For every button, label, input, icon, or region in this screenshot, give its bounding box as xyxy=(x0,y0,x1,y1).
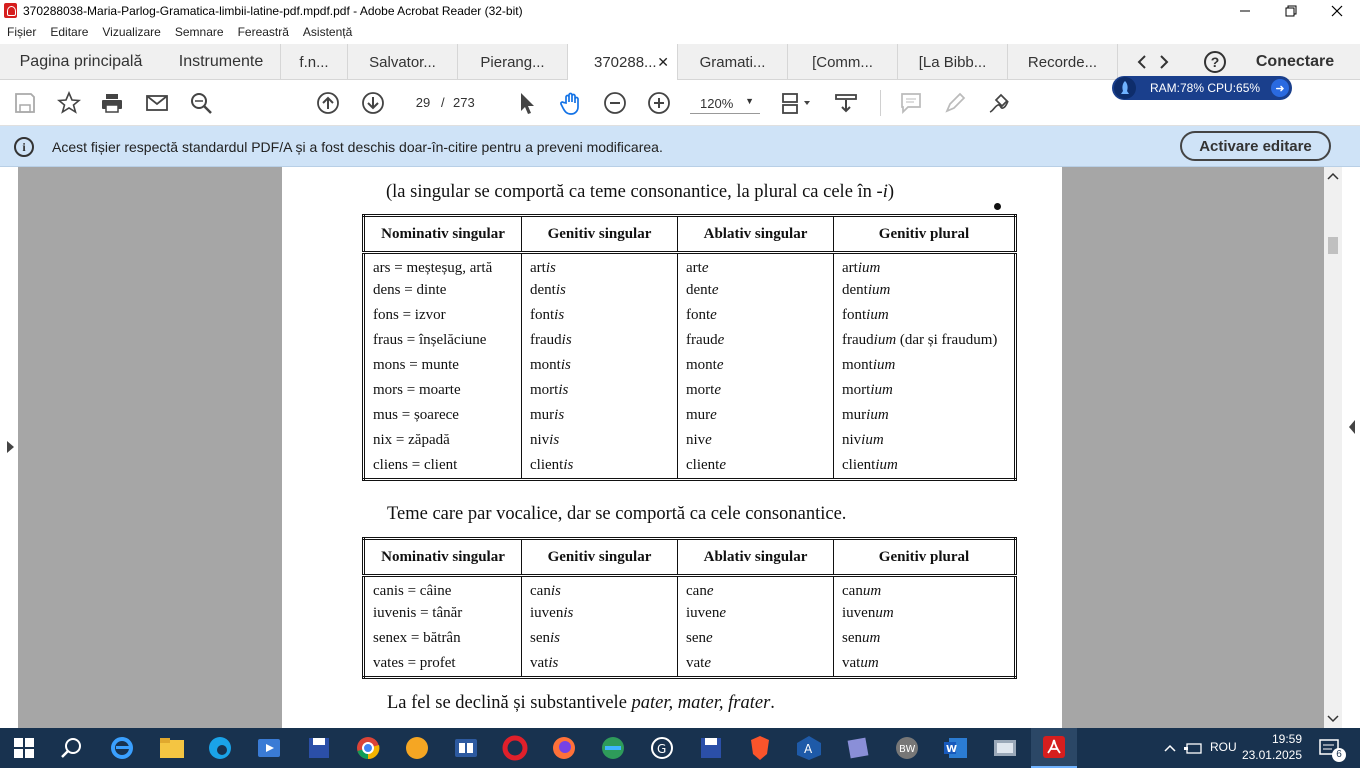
genitive-plural-cell xyxy=(834,626,1016,651)
word-text: art xyxy=(530,260,546,277)
case-ending: is xyxy=(563,456,574,473)
word-text: sen xyxy=(686,629,706,646)
genitive-singular-cell xyxy=(522,328,678,353)
word-text: cliens = client xyxy=(373,456,458,473)
menu-sign[interactable]: Semnare xyxy=(174,25,224,39)
info-banner xyxy=(0,126,1360,167)
word-text: mort xyxy=(530,381,559,398)
word-text: dent xyxy=(686,281,712,298)
tab-bar xyxy=(0,44,1360,80)
select-cursor-icon[interactable] xyxy=(514,90,540,116)
word-text: font xyxy=(530,306,555,323)
nominative-cell xyxy=(364,576,522,601)
declension-table xyxy=(362,537,1017,679)
genitive-plural-cell xyxy=(834,278,1016,303)
word-text: ars = meșteșug, artă xyxy=(373,260,493,277)
case-ending: e xyxy=(719,604,726,621)
case-ending: is xyxy=(563,604,574,621)
page-number-input[interactable] xyxy=(408,90,438,114)
header-ablative-singular: Ablativ singular xyxy=(678,539,834,576)
chevron-down-icon: ▼ xyxy=(745,96,754,106)
svg-text:G: G xyxy=(657,742,667,756)
sign-pen-icon[interactable] xyxy=(986,90,1012,116)
table-row xyxy=(364,626,1016,651)
word-text: fraud xyxy=(530,331,562,348)
case-ending: ium xyxy=(861,431,884,448)
expand-right-panel-icon[interactable] xyxy=(1346,417,1358,437)
genitive-plural-cell xyxy=(834,651,1016,678)
tabs-prev-icon[interactable] xyxy=(1130,44,1154,80)
genitive-plural-cell xyxy=(834,328,1016,353)
resource-monitor-widget[interactable] xyxy=(1112,76,1292,100)
app-icon[interactable] xyxy=(795,734,823,762)
genitive-plural-cell xyxy=(834,303,1016,328)
case-ending: is xyxy=(554,306,565,323)
word-text: mons = munte xyxy=(373,356,459,373)
ablative-singular-cell xyxy=(678,353,834,378)
zoom-out-icon[interactable] xyxy=(602,90,628,116)
case-ending: is xyxy=(549,431,560,448)
scroll-down-icon[interactable] xyxy=(1324,713,1342,725)
close-tab-icon[interactable]: ✕ xyxy=(657,54,669,70)
nominative-cell xyxy=(364,253,522,278)
header-genitive-plural: Genitiv plural xyxy=(834,216,1016,253)
app-icon[interactable] xyxy=(403,734,431,762)
clock-time[interactable]: 19:59 xyxy=(1271,732,1302,746)
table-header-row xyxy=(364,216,1016,253)
case-ending: is xyxy=(545,260,556,277)
word-text: iuven xyxy=(686,604,720,621)
case-ending: ium xyxy=(875,456,898,473)
word-text: niv xyxy=(686,431,706,448)
word-text: fraud xyxy=(686,331,718,348)
app-icon[interactable] xyxy=(305,734,333,762)
nominative-cell xyxy=(364,428,522,453)
case-ending: e xyxy=(717,331,725,348)
table-row xyxy=(364,651,1016,678)
word-text: mus = șoarece xyxy=(373,406,459,423)
word-text: nix = zăpadă xyxy=(373,431,450,448)
acrobat-app-icon xyxy=(4,3,17,18)
ablative-singular-cell xyxy=(678,403,834,428)
word-text: mort xyxy=(686,381,715,398)
word-text: dent xyxy=(530,281,556,298)
genitive-plural-cell xyxy=(834,253,1016,278)
word-text: fraud xyxy=(842,331,874,348)
tab-document[interactable]: [Comm... xyxy=(788,44,898,80)
table-row xyxy=(364,403,1016,428)
word-text: mont xyxy=(686,356,717,373)
case-ending: e xyxy=(701,260,709,277)
document-viewer[interactable] xyxy=(18,167,1324,728)
media-player-icon[interactable] xyxy=(255,734,283,762)
word-text: vates = profet xyxy=(373,654,456,671)
word-text: dens = dinte xyxy=(373,281,447,298)
genitive-singular-cell xyxy=(522,353,678,378)
nominative-cell xyxy=(364,303,522,328)
search-icon[interactable] xyxy=(188,90,214,116)
genitive-plural-cell xyxy=(834,428,1016,453)
table-header-row xyxy=(364,539,1016,576)
page-layout-icon[interactable] xyxy=(778,90,814,116)
word-text: can xyxy=(842,583,863,600)
ablative-singular-cell xyxy=(678,651,834,678)
arrow-right-icon[interactable]: ➜ xyxy=(1271,79,1289,97)
genitive-plural-cell xyxy=(834,576,1016,601)
app-icon[interactable] xyxy=(893,734,921,762)
word-text: mur xyxy=(842,406,867,423)
word-text: sen xyxy=(842,629,862,646)
case-ending: e xyxy=(714,381,722,398)
zoom-select[interactable] xyxy=(690,92,760,114)
tab-document[interactable]: Salvator... xyxy=(348,44,458,80)
header-genitive-singular: Genitiv singular xyxy=(522,216,678,253)
word-text: fraus = înșelăciune xyxy=(373,331,487,348)
tab-document[interactable]: [La Bibb... xyxy=(898,44,1008,80)
tab-document[interactable]: Pierang... xyxy=(458,44,568,80)
case-ending: e xyxy=(711,281,719,298)
case-ending: um xyxy=(875,604,894,621)
resource-monitor-text: RAM:78% CPU:65% xyxy=(1150,81,1261,95)
ablative-singular-cell xyxy=(678,601,834,626)
tab-label: 370288... xyxy=(594,54,657,71)
case-ending: e xyxy=(710,306,717,323)
restore-icon xyxy=(1285,5,1297,17)
zoom-value: 120% xyxy=(700,96,734,111)
scroll-up-icon[interactable] xyxy=(1324,170,1342,182)
ablative-singular-cell xyxy=(678,278,834,303)
page-total: 273 xyxy=(453,95,475,110)
acrobat-taskbar-icon[interactable] xyxy=(1031,728,1077,768)
case-ending: e xyxy=(706,583,714,600)
nominative-cell xyxy=(364,278,522,303)
word-text: mont xyxy=(842,356,873,373)
word-text: mort xyxy=(842,381,871,398)
word-text: art xyxy=(686,260,702,277)
nominative-cell xyxy=(364,651,522,678)
info-message: Acest fișier respectă standardul PDF/A și a fost deschis doar-în-citire pentru a preveni modificarea. xyxy=(52,139,663,155)
genitive-singular-cell xyxy=(522,378,678,403)
nominative-cell xyxy=(364,353,522,378)
genitive-singular-cell xyxy=(522,403,678,428)
genitive-singular-cell xyxy=(522,651,678,678)
title-bar xyxy=(0,0,1360,22)
scroll-mode-icon[interactable] xyxy=(833,90,859,116)
genitive-singular-cell xyxy=(522,576,678,601)
case-ending: is xyxy=(550,583,561,600)
menu-view[interactable]: Vizualizare xyxy=(102,25,161,39)
menu-window[interactable]: Fereastră xyxy=(237,25,289,39)
word-icon[interactable] xyxy=(942,734,970,762)
save-icon[interactable] xyxy=(12,90,38,116)
left-panel-rail xyxy=(0,167,18,728)
word-text: font xyxy=(686,306,711,323)
ablative-singular-cell xyxy=(678,626,834,651)
tabs-next-icon[interactable] xyxy=(1152,44,1176,80)
highlight-icon[interactable] xyxy=(942,90,968,116)
restore-button[interactable] xyxy=(1268,0,1314,22)
word-text: mur xyxy=(530,406,555,423)
case-ending: e xyxy=(704,654,711,671)
case-ending: ium xyxy=(866,406,889,423)
notification-center-icon[interactable] xyxy=(1316,734,1344,762)
nominative-cell xyxy=(364,328,522,353)
network-icon[interactable] xyxy=(1180,734,1208,762)
ablative-singular-cell xyxy=(678,303,834,328)
table-row xyxy=(364,328,1016,353)
menu-edit[interactable]: Editare xyxy=(50,25,89,39)
case-ending: e xyxy=(716,356,724,373)
app-icon[interactable] xyxy=(648,734,676,762)
nominative-cell xyxy=(364,601,522,626)
internet-explorer-icon[interactable] xyxy=(108,734,136,762)
genitive-plural-cell xyxy=(834,378,1016,403)
declension-table xyxy=(362,214,1017,481)
word-text: sen xyxy=(530,629,550,646)
tab-home[interactable]: Pagina principală xyxy=(19,53,143,70)
word-text: iuven xyxy=(530,604,564,621)
minimize-button[interactable] xyxy=(1222,0,1268,22)
case-ending: is xyxy=(554,406,565,423)
case-ending: e xyxy=(710,406,717,423)
case-ending: ium xyxy=(867,281,891,298)
case-ending: ium xyxy=(870,381,893,398)
windows-start-icon[interactable] xyxy=(10,734,38,762)
ablative-singular-cell xyxy=(678,328,834,353)
case-ending: is xyxy=(560,356,571,373)
word-text: dent xyxy=(842,281,868,298)
word-text: senex = bătrân xyxy=(373,629,461,646)
genitive-plural-cell xyxy=(834,403,1016,428)
toolbar-divider xyxy=(880,90,881,116)
ablative-singular-cell xyxy=(678,253,834,278)
hand-tool-icon[interactable] xyxy=(558,90,584,116)
word-text: vat xyxy=(686,654,705,671)
ablative-singular-cell xyxy=(678,378,834,403)
word-text: iuven xyxy=(842,604,876,621)
header-nominative: Nominativ singular xyxy=(364,539,522,576)
genitive-singular-cell xyxy=(522,278,678,303)
tab-document-active[interactable] xyxy=(568,44,678,81)
word-text: can xyxy=(530,583,551,600)
app-icon[interactable] xyxy=(991,734,1019,762)
tab-tools[interactable]: Instrumente xyxy=(178,53,264,70)
menu-bar xyxy=(0,22,1360,44)
ablative-singular-cell xyxy=(678,428,834,453)
nominative-cell xyxy=(364,453,522,480)
pdf-text-line: La fel se declină și substantivele pater, mater, frater. xyxy=(387,693,775,713)
table-row xyxy=(364,353,1016,378)
word-text: canis = câine xyxy=(373,583,452,600)
genitive-singular-cell xyxy=(522,303,678,328)
case-ending: is xyxy=(558,381,569,398)
table-row xyxy=(364,428,1016,453)
zoom-in-icon[interactable] xyxy=(646,90,672,116)
svg-text:W: W xyxy=(946,744,958,755)
word-text: vat xyxy=(530,654,549,671)
word-text: niv xyxy=(530,431,550,448)
connect-button[interactable]: Conectare xyxy=(1255,53,1335,70)
word-text: niv xyxy=(842,431,862,448)
case-ending: ium xyxy=(866,306,889,323)
nominative-cell xyxy=(364,626,522,651)
rocket-icon xyxy=(1114,77,1136,99)
case-ending: is xyxy=(561,331,572,348)
genitive-singular-cell xyxy=(522,253,678,278)
case-ending: e xyxy=(719,456,726,473)
header-ablative-singular: Ablativ singular xyxy=(678,216,834,253)
menu-file[interactable]: Fișier xyxy=(7,25,37,39)
case-ending: e xyxy=(705,431,712,448)
firefox-icon[interactable] xyxy=(550,734,578,762)
case-ending: is xyxy=(555,281,566,298)
case-ending: um xyxy=(862,629,881,646)
word-text: client xyxy=(530,456,564,473)
word-text: mur xyxy=(686,406,711,423)
close-window-button[interactable] xyxy=(1314,0,1360,22)
app-icon[interactable] xyxy=(844,734,872,762)
word-text: iuvenis = tânăr xyxy=(373,604,463,621)
next-page-icon[interactable] xyxy=(360,90,386,116)
word-text: client xyxy=(686,456,720,473)
genitive-plural-cell xyxy=(834,353,1016,378)
scrollbar-thumb[interactable] xyxy=(1328,237,1338,254)
app-icon[interactable] xyxy=(452,734,480,762)
case-ending: ium xyxy=(872,356,896,373)
nominative-cell xyxy=(364,403,522,428)
case-ending: um xyxy=(862,583,882,600)
comment-icon[interactable] xyxy=(898,90,924,116)
table-row xyxy=(364,303,1016,328)
close-icon xyxy=(1331,5,1343,17)
word-text: client xyxy=(842,456,876,473)
search-icon[interactable] xyxy=(58,734,86,762)
enable-editing-button[interactable]: Activare editare xyxy=(1180,131,1331,161)
word-text: mont xyxy=(530,356,561,373)
window-title: 370288038-Maria-Parlog-Gramatica-limbii-latine-pdf.mpdf.pdf - Adobe Acrobat Reader (32-bit) xyxy=(23,4,523,18)
genitive-plural-cell xyxy=(834,453,1016,480)
case-ending: is xyxy=(550,629,561,646)
pdf-page xyxy=(282,167,1062,728)
vertical-scrollbar[interactable] xyxy=(1324,167,1342,728)
tab-document[interactable]: Recorde... xyxy=(1008,44,1118,80)
genitive-singular-cell xyxy=(522,626,678,651)
print-icon[interactable] xyxy=(99,90,125,116)
genitive-singular-cell xyxy=(522,601,678,626)
chrome-icon[interactable] xyxy=(354,734,382,762)
tab-document[interactable]: Gramati... xyxy=(678,44,788,80)
bookmark-star-icon[interactable] xyxy=(56,90,82,116)
word-text: vat xyxy=(842,654,861,671)
file-explorer-icon[interactable] xyxy=(158,734,186,762)
genitive-plural-cell xyxy=(834,601,1016,626)
brave-icon[interactable] xyxy=(746,734,774,762)
case-ending: um xyxy=(860,654,879,671)
notification-count: 6 xyxy=(1332,748,1346,762)
ablative-singular-cell xyxy=(678,576,834,601)
header-genitive-plural: Genitiv plural xyxy=(834,539,1016,576)
info-icon: i xyxy=(14,137,34,157)
app-icon[interactable] xyxy=(697,734,725,762)
table-row xyxy=(364,278,1016,303)
pdf-text-line: (la singular se comportă ca teme consonantice, la plural ca cele în -i) xyxy=(386,182,895,202)
word-text: can xyxy=(686,583,707,600)
table-row xyxy=(364,453,1016,480)
svg-text:BW: BW xyxy=(899,744,916,755)
case-ending: ium xyxy=(857,260,881,277)
word-text: fons = izvor xyxy=(373,306,446,323)
app-icon[interactable] xyxy=(599,734,627,762)
clock-date[interactable]: 23.01.2025 xyxy=(1241,748,1302,762)
page-separator: / xyxy=(441,95,445,110)
word-text: mors = moarte xyxy=(373,381,461,398)
case-ending: e xyxy=(706,629,713,646)
word-text: font xyxy=(842,306,867,323)
ablative-singular-cell xyxy=(678,453,834,480)
opera-icon[interactable] xyxy=(501,734,529,762)
ink-dot xyxy=(994,203,1001,210)
table-row xyxy=(364,601,1016,626)
minimize-icon xyxy=(1239,5,1251,17)
case-ending: ium xyxy=(873,331,897,348)
prev-page-icon[interactable] xyxy=(315,90,341,116)
edge-icon[interactable] xyxy=(206,734,234,762)
word-text: art xyxy=(842,260,858,277)
email-icon[interactable] xyxy=(144,90,170,116)
header-nominative: Nominativ singular xyxy=(364,216,522,253)
taskbar xyxy=(0,728,1360,768)
genitive-singular-cell xyxy=(522,453,678,480)
table-row xyxy=(364,253,1016,278)
nominative-cell xyxy=(364,378,522,403)
menu-help[interactable]: Asistență xyxy=(302,25,353,39)
svg-text:A: A xyxy=(804,742,813,756)
keyboard-language[interactable]: ROU xyxy=(1210,740,1237,754)
table-row xyxy=(364,378,1016,403)
tab-document[interactable]: f.n... xyxy=(280,44,348,80)
pdf-text-line: Teme care par vocalice, dar se comportă ca cele consonantice. xyxy=(387,504,847,524)
case-ending: is xyxy=(548,654,559,671)
table-row xyxy=(364,576,1016,601)
word-text: (dar și fraudum) xyxy=(896,331,998,348)
help-icon[interactable]: ? xyxy=(1202,44,1228,80)
header-genitive-singular: Genitiv singular xyxy=(522,539,678,576)
genitive-singular-cell xyxy=(522,428,678,453)
